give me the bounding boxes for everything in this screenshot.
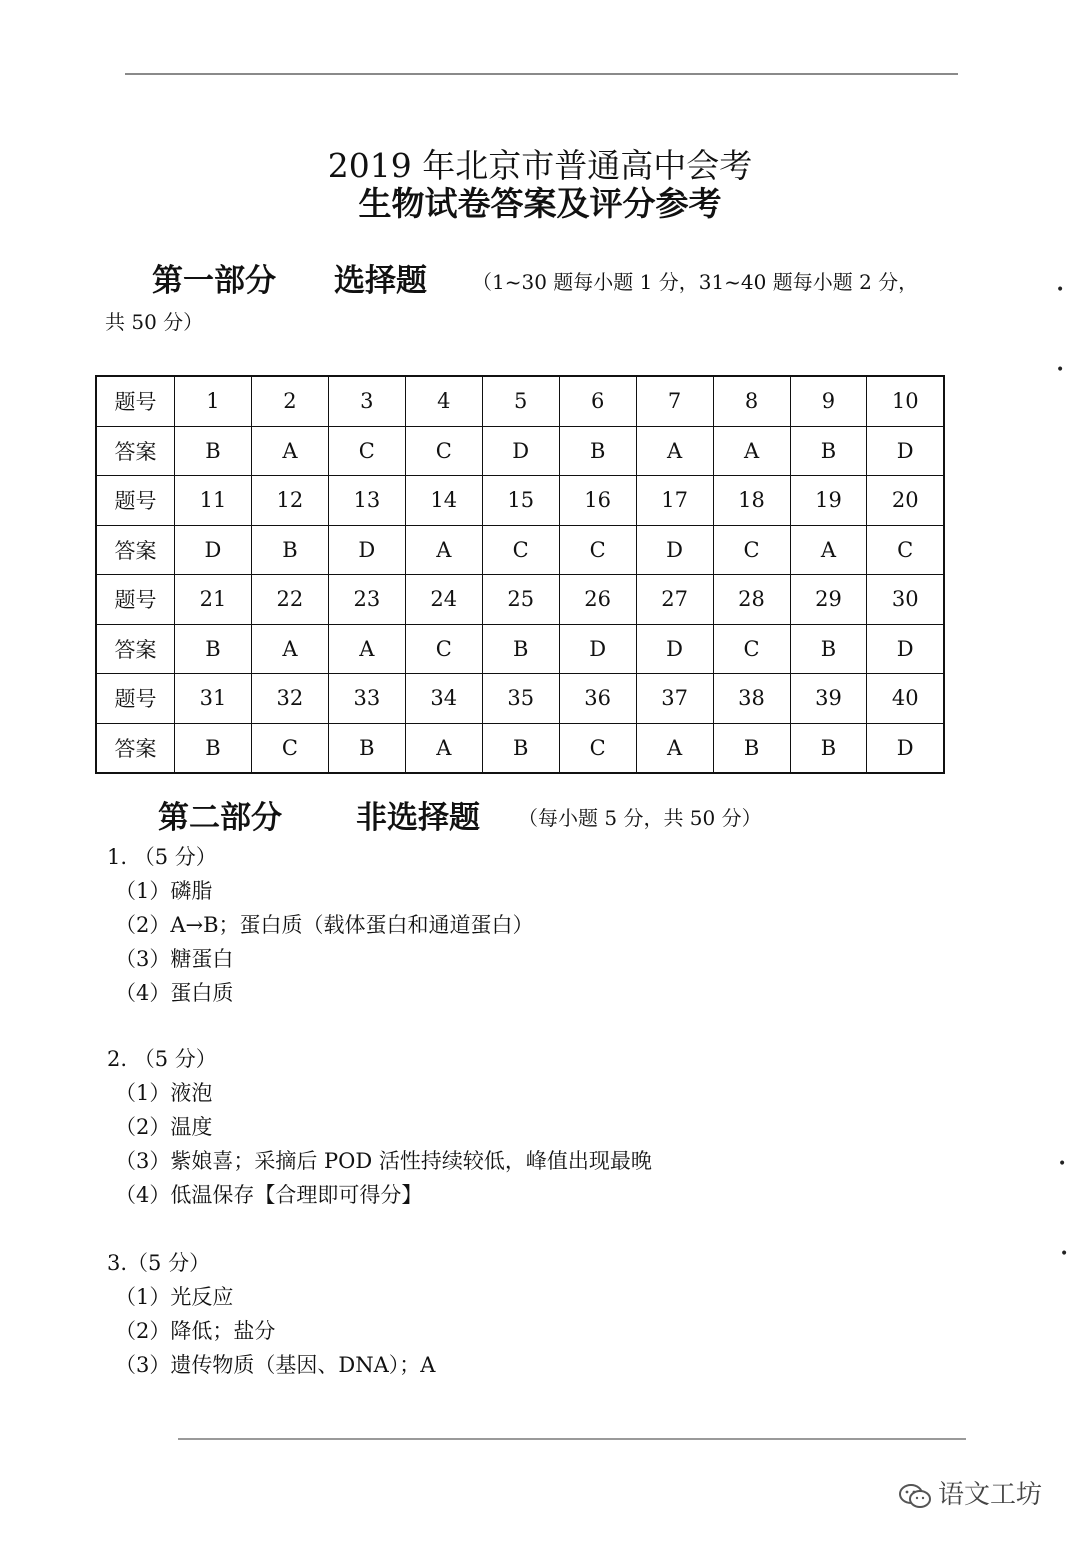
answer-cell: A xyxy=(405,723,482,773)
answer-item: （2）温度 xyxy=(115,1115,213,1139)
question-number-cell: 2 xyxy=(251,376,328,426)
question-head: 2. （5 分） xyxy=(107,1047,217,1071)
bottom-rule xyxy=(178,1438,966,1440)
question-number-cell: 24 xyxy=(405,575,482,625)
part2-note: （每小题 5 分，共 50 分） xyxy=(518,806,762,830)
question-3 xyxy=(107,1246,435,1382)
answer-cell: B xyxy=(328,723,405,773)
answer-row xyxy=(96,426,944,476)
answer-cell: B xyxy=(482,624,559,674)
row-label: 题号 xyxy=(96,376,175,426)
question-number-cell: 11 xyxy=(175,476,252,526)
question-number-cell: 22 xyxy=(251,575,328,625)
part2-type: 非选择题 xyxy=(356,800,480,836)
answer-cell: D xyxy=(636,525,713,575)
answer-cell: D xyxy=(559,624,636,674)
part1-note-cont: 共 50 分） xyxy=(105,310,204,334)
answer-cell: C xyxy=(482,525,559,575)
answer-cell: A xyxy=(251,426,328,476)
answer-row xyxy=(96,525,944,575)
wechat-icon xyxy=(898,1483,932,1509)
question-number-cell: 35 xyxy=(482,674,559,724)
answer-item: （2）降低；盐分 xyxy=(115,1319,276,1343)
answer-item: （3）紫娘喜；采摘后 POD 活性持续较低，峰值出现最晚 xyxy=(115,1149,652,1173)
answer-cell: B xyxy=(175,723,252,773)
question-head: 3.（5 分） xyxy=(107,1251,211,1275)
answer-cell: C xyxy=(405,426,482,476)
answer-item: （1）磷脂 xyxy=(115,879,213,903)
question-number-cell: 20 xyxy=(867,476,944,526)
question-number-cell: 3 xyxy=(328,376,405,426)
answer-item: （1）液泡 xyxy=(115,1081,213,1105)
part1-heading: 第一部分 xyxy=(152,263,276,299)
answer-cell: B xyxy=(713,723,790,773)
answer-cell: C xyxy=(559,723,636,773)
question-number-row xyxy=(96,476,944,526)
question-number-cell: 19 xyxy=(790,476,867,526)
question-number-cell: 39 xyxy=(790,674,867,724)
question-number-cell: 26 xyxy=(559,575,636,625)
question-number-cell: 36 xyxy=(559,674,636,724)
answer-row xyxy=(96,624,944,674)
question-number-cell: 32 xyxy=(251,674,328,724)
question-number-cell: 13 xyxy=(328,476,405,526)
answer-cell: D xyxy=(482,426,559,476)
question-number-cell: 33 xyxy=(328,674,405,724)
answer-cell: B xyxy=(175,426,252,476)
question-number-cell: 9 xyxy=(790,376,867,426)
question-2 xyxy=(107,1042,652,1212)
question-number-cell: 12 xyxy=(251,476,328,526)
answer-item: （3）糖蛋白 xyxy=(115,947,234,971)
answer-table xyxy=(95,375,945,774)
answer-cell: A xyxy=(636,723,713,773)
question-number-cell: 10 xyxy=(867,376,944,426)
answer-cell: B xyxy=(175,624,252,674)
question-number-cell: 31 xyxy=(175,674,252,724)
answer-cell: B xyxy=(251,525,328,575)
part1-type: 选择题 xyxy=(334,263,427,299)
scan-speck: • xyxy=(1058,1156,1067,1172)
answer-item: （4）蛋白质 xyxy=(115,981,234,1005)
exam-subtitle: 生物试卷答案及评分参考 xyxy=(358,184,722,223)
scan-speck: • xyxy=(1056,362,1065,378)
question-number-cell: 28 xyxy=(713,575,790,625)
part2-heading: 第二部分 xyxy=(158,800,282,836)
answer-item: （3）遗传物质（基因、DNA）；A xyxy=(115,1353,436,1377)
question-head: 1. （5 分） xyxy=(107,845,217,869)
answer-cell: A xyxy=(713,426,790,476)
answer-cell: B xyxy=(482,723,559,773)
answer-item: （1）光反应 xyxy=(115,1285,234,1309)
question-number-cell: 17 xyxy=(636,476,713,526)
answer-cell: B xyxy=(790,426,867,476)
question-1 xyxy=(107,840,534,1010)
question-number-cell: 27 xyxy=(636,575,713,625)
question-number-cell: 16 xyxy=(559,476,636,526)
question-number-row xyxy=(96,376,944,426)
row-label: 答案 xyxy=(96,723,175,773)
question-number-cell: 5 xyxy=(482,376,559,426)
question-number-cell: 7 xyxy=(636,376,713,426)
question-number-cell: 4 xyxy=(405,376,482,426)
scan-speck: • xyxy=(1060,1246,1069,1262)
answer-cell: A xyxy=(790,525,867,575)
exam-title: 2019 年北京市普通高中会考 xyxy=(327,146,753,185)
question-number-cell: 21 xyxy=(175,575,252,625)
answer-row xyxy=(96,723,944,773)
scan-speck: • xyxy=(1056,282,1065,298)
answer-cell: C xyxy=(867,525,944,575)
answer-cell: D xyxy=(636,624,713,674)
row-label: 答案 xyxy=(96,525,175,575)
answer-item: （2）A→B；蛋白质（载体蛋白和通道蛋白） xyxy=(115,913,534,937)
answer-cell: C xyxy=(405,624,482,674)
question-number-cell: 14 xyxy=(405,476,482,526)
answer-cell: D xyxy=(867,624,944,674)
answer-cell: C xyxy=(559,525,636,575)
answer-cell: C xyxy=(328,426,405,476)
question-number-cell: 34 xyxy=(405,674,482,724)
answer-cell: B xyxy=(790,723,867,773)
answer-cell: D xyxy=(175,525,252,575)
answer-cell: C xyxy=(713,624,790,674)
question-number-cell: 29 xyxy=(790,575,867,625)
watermark xyxy=(898,1474,1042,1511)
question-number-cell: 15 xyxy=(482,476,559,526)
answer-cell: B xyxy=(559,426,636,476)
answer-cell: A xyxy=(251,624,328,674)
question-number-cell: 38 xyxy=(713,674,790,724)
answer-item: （4）低温保存【合理即可得分】 xyxy=(115,1183,423,1207)
question-number-row xyxy=(96,674,944,724)
row-label: 题号 xyxy=(96,476,175,526)
answer-cell: A xyxy=(636,426,713,476)
row-label: 答案 xyxy=(96,624,175,674)
question-number-cell: 40 xyxy=(867,674,944,724)
answer-cell: D xyxy=(867,723,944,773)
question-number-cell: 37 xyxy=(636,674,713,724)
question-number-cell: 30 xyxy=(867,575,944,625)
question-number-cell: 1 xyxy=(175,376,252,426)
question-number-cell: 25 xyxy=(482,575,559,625)
answer-cell: B xyxy=(790,624,867,674)
row-label: 答案 xyxy=(96,426,175,476)
row-label: 题号 xyxy=(96,674,175,724)
question-number-cell: 8 xyxy=(713,376,790,426)
answer-cell: D xyxy=(867,426,944,476)
row-label: 题号 xyxy=(96,575,175,625)
answer-cell: A xyxy=(405,525,482,575)
answer-cell: C xyxy=(251,723,328,773)
question-number-cell: 6 xyxy=(559,376,636,426)
answer-cell: D xyxy=(328,525,405,575)
watermark-text: 语文工坊 xyxy=(938,1480,1043,1510)
question-number-cell: 23 xyxy=(328,575,405,625)
answer-cell: A xyxy=(328,624,405,674)
question-number-cell: 18 xyxy=(713,476,790,526)
question-number-row xyxy=(96,575,944,625)
part1-note: （1~30 题每小题 1 分，31~40 题每小题 2 分， xyxy=(472,270,919,294)
answer-cell: C xyxy=(713,525,790,575)
top-rule xyxy=(125,73,958,75)
